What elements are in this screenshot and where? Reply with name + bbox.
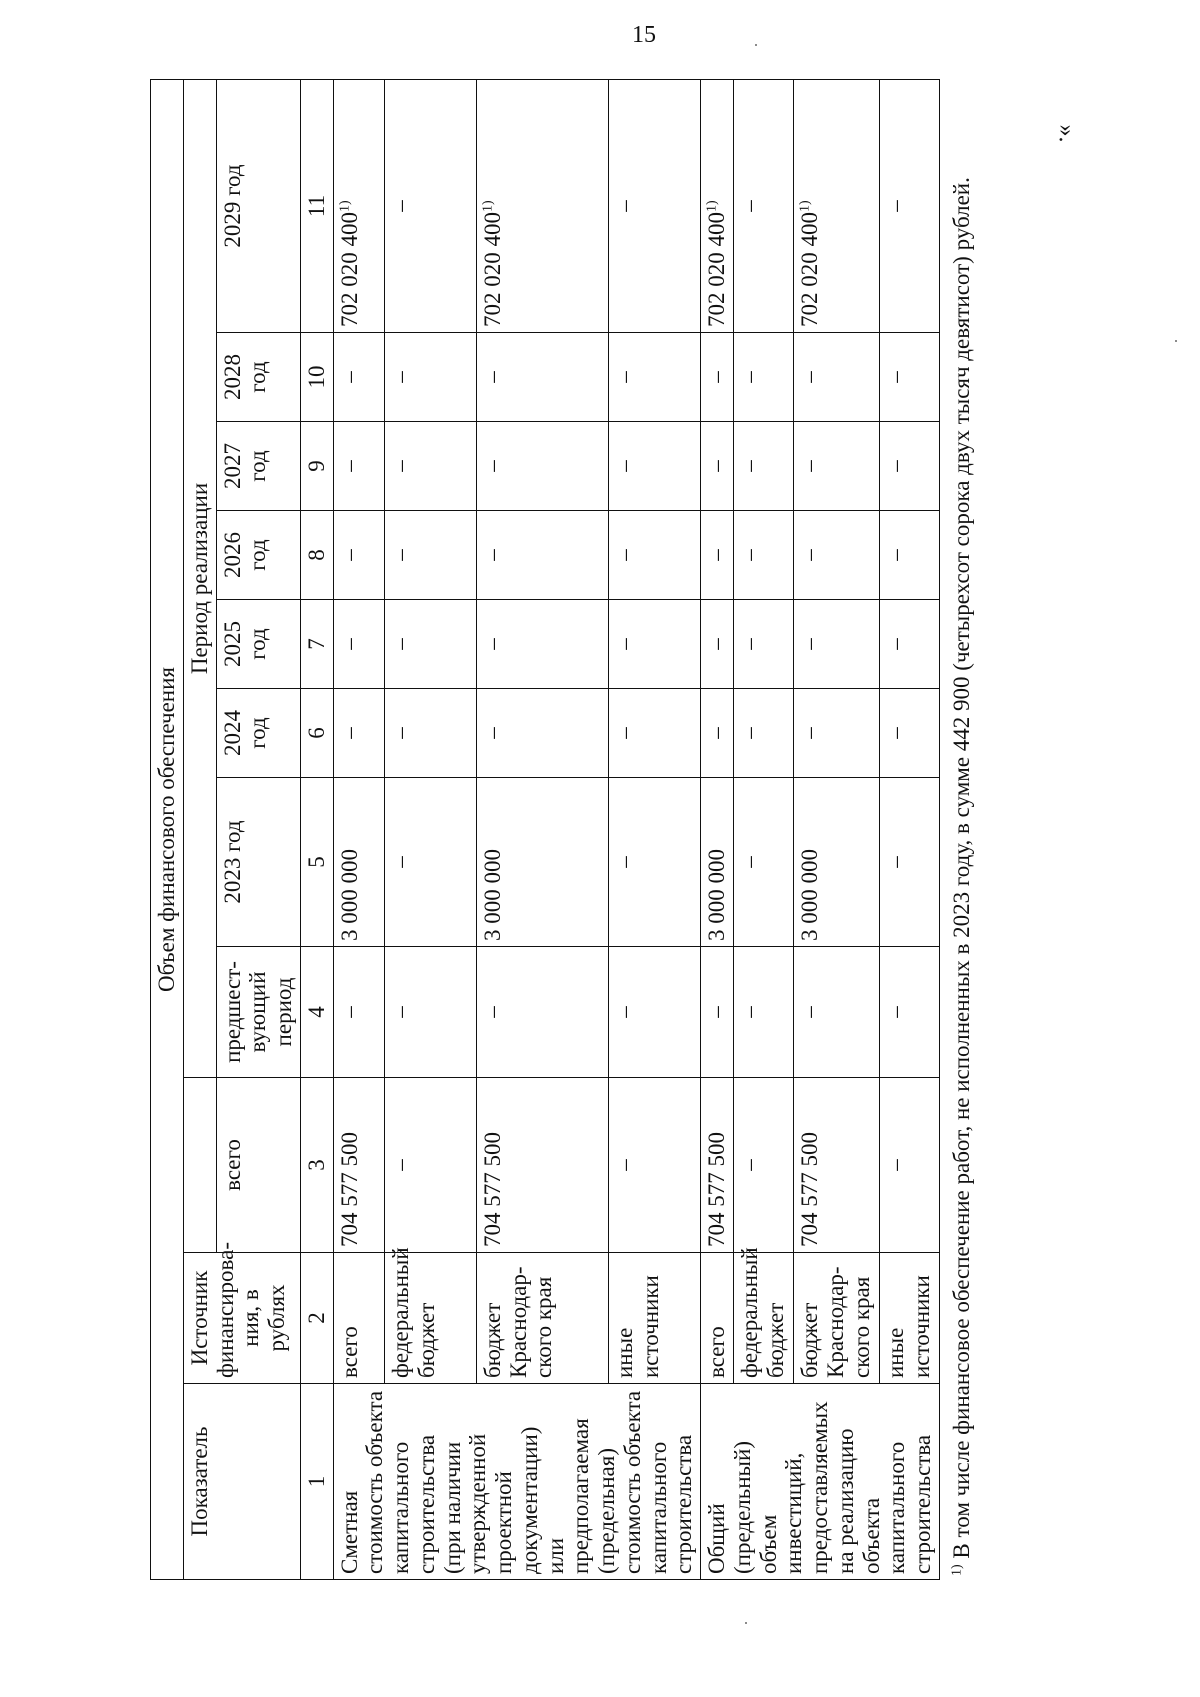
value-text: –	[612, 1159, 638, 1171]
value-text: –	[704, 460, 729, 472]
value-cell-y2025	[701, 600, 734, 689]
source-cell: бюджет Краснодар-ского края	[794, 1253, 880, 1384]
scan-speck	[755, 44, 757, 46]
column-number: 11	[300, 80, 333, 333]
value-cell-y2025	[476, 600, 608, 689]
header-previous-period: предшест-вующий период	[216, 947, 300, 1078]
value-text: –	[612, 1006, 638, 1018]
value-text: –	[737, 856, 763, 868]
value-text: 3 000 000	[797, 849, 823, 941]
value-cell-total	[476, 1078, 608, 1253]
value-text: –	[737, 727, 763, 739]
source-cell: всего	[333, 1253, 384, 1384]
header-period	[183, 80, 216, 1078]
table-row	[701, 80, 734, 1580]
value-cell-total	[701, 1078, 734, 1253]
value-cell-total	[384, 1078, 476, 1253]
value-cell-y2027	[701, 422, 734, 511]
value-cell-y2028	[333, 333, 384, 422]
value-cell-y2024	[794, 689, 880, 778]
column-number-row	[300, 80, 333, 1580]
value-cell-y2029	[880, 80, 940, 333]
value-cell-total	[734, 1078, 794, 1253]
value-text: –	[387, 1006, 413, 1018]
value-cell-y2029	[701, 80, 734, 333]
value-text: –	[612, 727, 638, 739]
value-cell-y2023	[384, 778, 476, 947]
value-text: –	[737, 638, 763, 650]
value-text: –	[797, 638, 823, 650]
value-text: –	[797, 371, 823, 383]
value-cell-total	[794, 1078, 880, 1253]
value-cell-y2027	[333, 422, 384, 511]
value-cell-y2024	[701, 689, 734, 778]
value-cell-y2026	[384, 511, 476, 600]
value-text: 702 020 400	[797, 212, 823, 327]
column-number: 1	[300, 1384, 333, 1580]
page-number: 15	[632, 22, 656, 48]
value-cell-y2028	[794, 333, 880, 422]
value-cell-previous	[734, 947, 794, 1078]
value-text: –	[883, 549, 909, 561]
value-text: 702 020 400	[336, 212, 362, 327]
header-total: всего	[216, 1078, 300, 1253]
value-cell-y2023	[794, 778, 880, 947]
column-number: 5	[300, 778, 333, 947]
header-year-2025: 2025 год	[216, 600, 300, 689]
value-text: –	[704, 727, 729, 739]
value-cell-previous	[384, 947, 476, 1078]
value-text: –	[704, 1006, 729, 1018]
value-text: –	[737, 200, 763, 212]
value-text: 702 020 400	[704, 212, 729, 327]
indicator-cell: Сметная стоимость объекта капитального строительства (при наличии утвержденной проектной документации) или предполагаемая (предельная) стоимость объекта капитального строительства	[333, 1384, 701, 1580]
value-cell-y2025	[609, 600, 701, 689]
value-cell-y2023	[701, 778, 734, 947]
value-text: –	[336, 549, 362, 561]
value-text: –	[883, 200, 909, 212]
value-text: –	[479, 549, 505, 561]
table-row	[609, 80, 701, 1580]
value-cell-y2024	[384, 689, 476, 778]
value-cell-previous	[880, 947, 940, 1078]
financing-table	[150, 79, 940, 1580]
value-cell-y2026	[609, 511, 701, 600]
value-cell-total	[609, 1078, 701, 1253]
value-text: 704 577 500	[479, 1132, 505, 1247]
footnote-marker: 1)	[949, 1564, 965, 1576]
value-text: –	[336, 638, 362, 650]
value-text: –	[387, 460, 413, 472]
table-row	[794, 80, 880, 1580]
value-text: 3 000 000	[704, 849, 729, 941]
table-row	[384, 80, 476, 1580]
value-text: –	[387, 200, 413, 212]
header-year-2024: 2024 год	[216, 689, 300, 778]
value-text: –	[479, 460, 505, 472]
value-cell-y2028	[880, 333, 940, 422]
value-text: –	[612, 638, 638, 650]
value-cell-y2029	[476, 80, 608, 333]
value-text: –	[797, 1006, 823, 1018]
header-year-2026: 2026 год	[216, 511, 300, 600]
source-cell: федеральный бюджет	[734, 1253, 794, 1384]
value-cell-y2023	[476, 778, 608, 947]
value-text: –	[612, 549, 638, 561]
value-text: –	[387, 638, 413, 650]
closing-quote: ».	[1053, 124, 1080, 143]
footnote-reference: 1)	[336, 200, 352, 212]
value-text: –	[883, 460, 909, 472]
value-text: –	[883, 1006, 909, 1018]
value-text: 704 577 500	[704, 1132, 729, 1247]
header-indicator: Показатель	[183, 1384, 300, 1580]
value-cell-previous	[794, 947, 880, 1078]
value-cell-y2028	[701, 333, 734, 422]
value-text: –	[704, 549, 729, 561]
value-text: 704 577 500	[797, 1132, 823, 1247]
scan-speck	[1175, 340, 1177, 342]
header-year-2029: 2029 год	[216, 80, 300, 333]
value-text: –	[704, 638, 729, 650]
footnote-reference: 1)	[797, 200, 813, 212]
value-text: 704 577 500	[336, 1132, 362, 1247]
source-cell: всего	[701, 1253, 734, 1384]
source-cell: иные источники	[609, 1253, 701, 1384]
column-number: 3	[300, 1078, 333, 1253]
value-text: –	[737, 1159, 763, 1171]
value-text: –	[883, 371, 909, 383]
footnote	[948, 80, 976, 1580]
value-text: 702 020 400	[479, 212, 505, 327]
value-text: –	[883, 727, 909, 739]
column-number: 10	[300, 333, 333, 422]
value-text: –	[387, 856, 413, 868]
scan-speck	[745, 1622, 747, 1624]
table-row	[476, 80, 608, 1580]
value-text: –	[336, 460, 362, 472]
value-cell-y2027	[734, 422, 794, 511]
value-text: –	[387, 371, 413, 383]
value-cell-y2028	[734, 333, 794, 422]
value-cell-y2023	[333, 778, 384, 947]
value-cell-y2025	[734, 600, 794, 689]
value-cell-y2028	[476, 333, 608, 422]
value-text: –	[883, 856, 909, 868]
value-text: –	[336, 727, 362, 739]
value-cell-y2026	[476, 511, 608, 600]
source-cell: бюджет Краснодар-ского края	[476, 1253, 608, 1384]
footnote-reference: 1)	[704, 200, 720, 212]
value-cell-y2027	[476, 422, 608, 511]
value-text: 3 000 000	[479, 849, 505, 941]
value-cell-y2026	[734, 511, 794, 600]
value-text: –	[883, 1159, 909, 1171]
value-text: –	[387, 549, 413, 561]
header-year-2027: 2027 год	[216, 422, 300, 511]
value-cell-previous	[333, 947, 384, 1078]
column-number: 2	[300, 1253, 333, 1384]
table-row	[333, 80, 384, 1580]
value-text: –	[479, 1006, 505, 1018]
value-text: –	[387, 1159, 413, 1171]
column-number: 8	[300, 511, 333, 600]
value-text: –	[797, 460, 823, 472]
value-cell-y2027	[384, 422, 476, 511]
value-cell-previous	[476, 947, 608, 1078]
value-text: –	[737, 371, 763, 383]
value-text: –	[797, 549, 823, 561]
value-cell-y2027	[880, 422, 940, 511]
value-text: –	[387, 727, 413, 739]
source-cell: федеральный бюджет	[384, 1253, 476, 1384]
value-cell-y2024	[734, 689, 794, 778]
header-year-2028: 2028 год	[216, 333, 300, 422]
value-cell-y2025	[794, 600, 880, 689]
value-cell-y2024	[880, 689, 940, 778]
value-cell-previous	[609, 947, 701, 1078]
value-cell-previous	[701, 947, 734, 1078]
table-body	[333, 80, 939, 1580]
value-text: –	[612, 460, 638, 472]
value-cell-y2025	[880, 600, 940, 689]
value-cell-y2024	[609, 689, 701, 778]
value-cell-total	[333, 1078, 384, 1253]
value-cell-y2029	[609, 80, 701, 333]
table-row	[734, 80, 794, 1580]
indicator-cell: Общий (предельный) объем инвестиций, предоставляемых на реализацию объекта капитального строительства	[701, 1384, 940, 1580]
source-cell: иные источники	[880, 1253, 940, 1384]
column-number: 9	[300, 422, 333, 511]
value-text: –	[336, 371, 362, 383]
value-cell-y2024	[333, 689, 384, 778]
value-cell-y2023	[734, 778, 794, 947]
header-source: Источник финансирова-ния, в рублях	[183, 1253, 300, 1384]
header-period-label: Период реализации	[186, 482, 212, 675]
footnote-reference: 1)	[480, 200, 496, 212]
value-text: –	[336, 1006, 362, 1018]
value-text: –	[797, 727, 823, 739]
column-number: 4	[300, 947, 333, 1078]
value-text: –	[612, 371, 638, 383]
column-number: 6	[300, 689, 333, 778]
rotated-page-content	[150, 80, 1050, 1580]
footnote-text: В том числе финансовое обеспечение работ, не исполненных в 2023 году, в сумме 442 900 (четырехсот сорока двух тысяч девятисот) рублей.	[948, 177, 974, 1559]
value-cell-y2025	[384, 600, 476, 689]
value-cell-y2029	[333, 80, 384, 333]
value-text: –	[737, 1006, 763, 1018]
value-cell-y2026	[794, 511, 880, 600]
value-cell-y2026	[701, 511, 734, 600]
table-title: Объем финансового обеспечения	[151, 80, 184, 1580]
value-cell-y2028	[384, 333, 476, 422]
value-text: –	[479, 371, 505, 383]
header-year-2023: 2023 год	[216, 778, 300, 947]
value-cell-total	[880, 1078, 940, 1253]
value-text: –	[883, 638, 909, 650]
value-cell-y2028	[609, 333, 701, 422]
value-text: 3 000 000	[336, 849, 362, 941]
value-text: –	[612, 856, 638, 868]
value-cell-y2023	[609, 778, 701, 947]
value-cell-y2029	[794, 80, 880, 333]
value-cell-y2026	[880, 511, 940, 600]
value-text: –	[704, 371, 729, 383]
value-text: –	[479, 638, 505, 650]
value-cell-y2027	[794, 422, 880, 511]
column-number: 7	[300, 600, 333, 689]
value-cell-y2027	[609, 422, 701, 511]
value-cell-y2029	[734, 80, 794, 333]
value-cell-y2029	[384, 80, 476, 333]
value-text: –	[479, 727, 505, 739]
value-text: –	[737, 549, 763, 561]
value-cell-y2026	[333, 511, 384, 600]
value-text: –	[737, 460, 763, 472]
value-cell-y2024	[476, 689, 608, 778]
value-cell-y2023	[880, 778, 940, 947]
table-row	[880, 80, 940, 1580]
value-text: –	[612, 200, 638, 212]
value-cell-y2025	[333, 600, 384, 689]
